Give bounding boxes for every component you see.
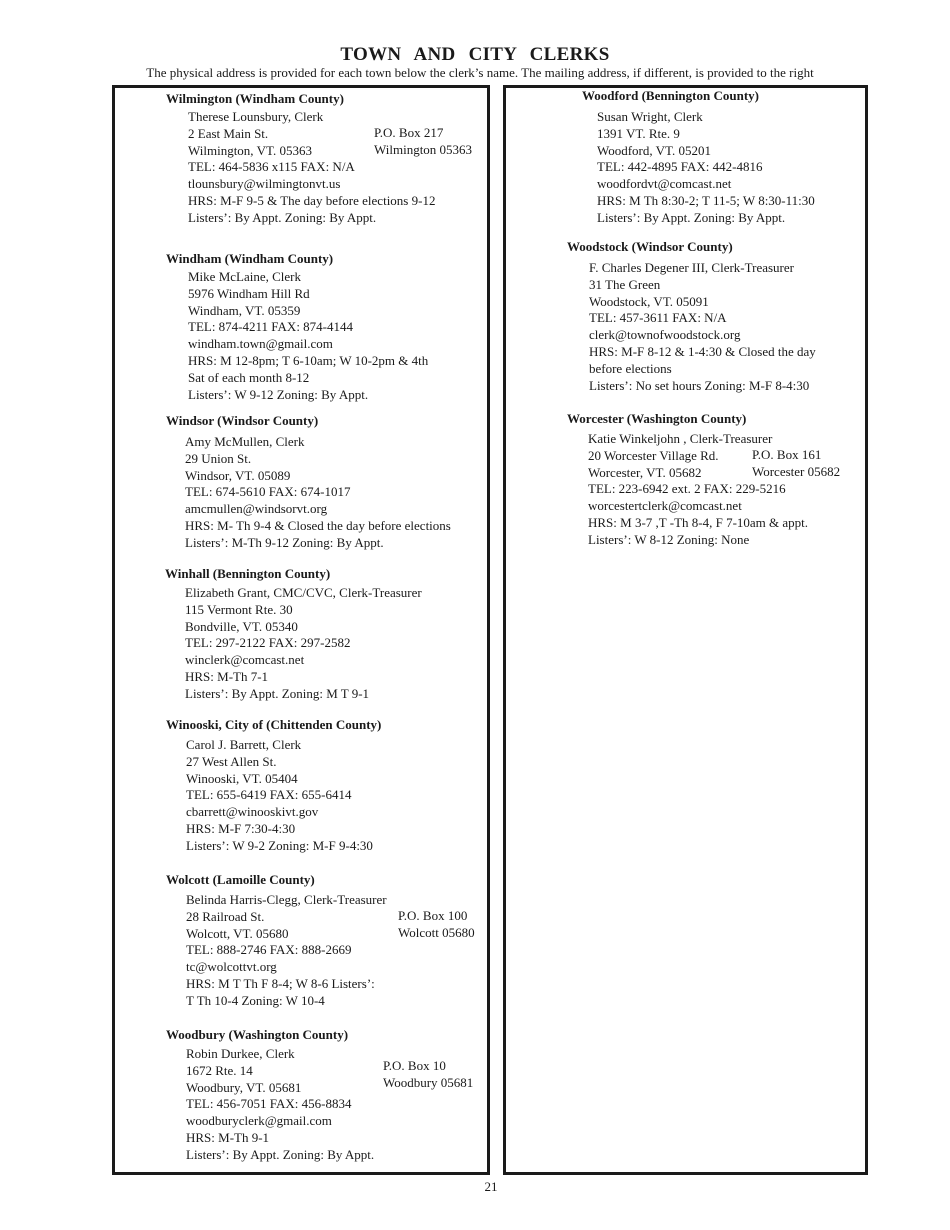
mailing-address-woodbury-washington-county [383, 1058, 473, 1092]
page-subtitle: The physical address is provided for each town below the clerk’s name. The mailing address, if different, is provided to the right [146, 65, 814, 80]
detail-line: Susan Wright, Clerk [597, 109, 703, 124]
mailing-line: Woodbury 05681 [383, 1074, 474, 1090]
detail-line: Listers’: M-Th 9-12 Zoning: By Appt. [185, 534, 384, 550]
clerk-details-winooski-city-of-chittenden-county [186, 737, 373, 855]
detail-line: Listers’: By Appt. Zoning: By Appt. [188, 209, 377, 225]
page-number: 21 [484, 1179, 498, 1194]
mailing-line: Wilmington 05363 [374, 141, 473, 157]
detail-line: HRS: M-F 8-12 & 1-4:30 & Closed the day [589, 343, 816, 359]
mailing-address-worcester-washington-county [752, 447, 840, 481]
detail-line: HRS: M Th 8:30-2; T 11-5; W 8:30-11:30 [597, 192, 815, 208]
detail-line: tlounsbury@wilmingtonvt.us [188, 176, 341, 192]
detail-line: TEL: 655-6419 FAX: 655-6414 [186, 787, 352, 803]
detail-line: 27 West Allen St. [186, 753, 277, 769]
clerk-details-windham-windham-county [188, 269, 428, 403]
detail-line: HRS: M-Th 9-1 [186, 1129, 270, 1145]
detail-line: 28 Railroad St. [186, 908, 265, 924]
detail-line: Mike McLaine, Clerk [188, 269, 301, 284]
detail-line: TEL: 457-3611 FAX: N/A [589, 310, 727, 326]
detail-line: 2 East Main St. [188, 125, 269, 141]
detail-line: TEL: 456-7051 FAX: 456-8834 [186, 1096, 352, 1112]
town-heading-wilmington-windham-county: Wilmington (Windham County) [166, 91, 344, 106]
detail-line: Katie Winkeljohn , Clerk-Treasurer [588, 431, 773, 446]
town-heading-windham-windham-county: Windham (Windham County) [166, 251, 334, 266]
town-heading-windsor-windsor-county: Windsor (Windsor County) [166, 413, 319, 428]
detail-line: Listers’: By Appt. Zoning: By Appt. [597, 209, 786, 225]
detail-line: Listers’: By Appt. Zoning: By Appt. [186, 1146, 375, 1162]
detail-line: F. Charles Degener III, Clerk-Treasurer [589, 260, 794, 275]
town-heading-worcester-washington-county: Worcester (Washington County) [567, 411, 747, 426]
town-heading-woodbury-washington-county: Woodbury (Washington County) [166, 1027, 349, 1042]
detail-line: clerk@townofwoodstock.org [589, 327, 741, 343]
detail-line: Worcester, VT. 05682 [588, 464, 702, 480]
detail-line: Amy McMullen, Clerk [185, 434, 305, 449]
town-heading-winhall-bennington-county: Winhall (Bennington County) [165, 566, 331, 581]
detail-line: TEL: 674-5610 FAX: 674-1017 [185, 484, 351, 500]
clerk-details-woodford-bennington-county [597, 109, 815, 227]
detail-line: Listers’: By Appt. Zoning: M T 9-1 [185, 685, 370, 701]
detail-line: TEL: 223-6942 ext. 2 FAX: 229-5216 [588, 481, 786, 497]
detail-line: Elizabeth Grant, CMC/CVC, Clerk-Treasurer [185, 585, 422, 600]
detail-line: worcestertclerk@comcast.net [588, 498, 742, 514]
detail-line: Robin Durkee, Clerk [186, 1046, 295, 1061]
detail-line: Sat of each month 8-12 [188, 369, 310, 385]
clerk-details-wolcott-lamoille-county [186, 892, 387, 1010]
detail-line: 20 Worcester Village Rd. [588, 447, 719, 463]
detail-line: 1391 VT. Rte. 9 [597, 125, 680, 141]
town-heading-winooski-city-of-chittenden-county: Winooski, City of (Chittenden County) [166, 717, 382, 732]
detail-line: Listers’: No set hours Zoning: M-F 8-4:30 [589, 377, 810, 393]
detail-line: woodfordvt@comcast.net [597, 176, 732, 192]
detail-line: Woodford, VT. 05201 [597, 142, 712, 158]
detail-line: tc@wolcottvt.org [186, 959, 277, 975]
detail-line: Listers’: W 8-12 Zoning: None [588, 531, 750, 547]
detail-line: TEL: 874-4211 FAX: 874-4144 [188, 319, 354, 335]
detail-line: Wilmington, VT. 05363 [188, 142, 312, 158]
detail-line: HRS: M-Th 7-1 [185, 668, 269, 684]
detail-line: Wolcott, VT. 05680 [186, 925, 289, 941]
mailing-line: Worcester 05682 [752, 463, 841, 479]
detail-line: T Th 10-4 Zoning: W 10-4 [186, 992, 325, 1008]
detail-line: HRS: M 12-8pm; T 6-10am; W 10-2pm & 4th [188, 352, 429, 368]
detail-line: 1672 Rte. 14 [186, 1062, 253, 1078]
mailing-line: P.O. Box 10 [383, 1058, 446, 1073]
detail-line: Carol J. Barrett, Clerk [186, 737, 302, 752]
clerk-details-windsor-windsor-county [185, 434, 451, 552]
detail-line: winclerk@comcast.net [185, 652, 305, 668]
detail-line: Windham, VT. 05359 [188, 302, 301, 318]
detail-line: Belinda Harris-Clegg, Clerk-Treasurer [186, 892, 387, 907]
mailing-line: P.O. Box 161 [752, 447, 822, 462]
detail-line: 115 Vermont Rte. 30 [185, 601, 293, 617]
detail-line: Bondville, VT. 05340 [185, 618, 298, 634]
detail-line: Listers’: W 9-2 Zoning: M-F 9-4:30 [186, 837, 373, 853]
mailing-line: P.O. Box 217 [374, 125, 444, 140]
clerk-details-winhall-bennington-county [185, 585, 422, 703]
detail-line: Woodstock, VT. 05091 [589, 293, 709, 309]
detail-line: Listers’: W 9-12 Zoning: By Appt. [188, 386, 369, 402]
detail-line: Therese Lounsbury, Clerk [188, 109, 324, 124]
detail-line: woodburyclerk@gmail.com [186, 1113, 332, 1129]
detail-line: windham.town@gmail.com [188, 336, 333, 352]
mailing-line: P.O. Box 100 [398, 908, 468, 923]
detail-line: HRS: M- Th 9-4 & Closed the day before elections [185, 517, 451, 533]
detail-line: TEL: 464-5836 x115 FAX: N/A [188, 159, 355, 175]
detail-line: Windsor, VT. 05089 [185, 467, 291, 483]
page-title: TOWN AND CITY CLERKS [340, 44, 610, 65]
detail-line: before elections [589, 360, 672, 376]
clerk-details-woodstock-windsor-county [589, 260, 816, 394]
detail-line: 29 Union St. [185, 450, 252, 466]
detail-line: Winooski, VT. 05404 [186, 770, 298, 786]
detail-line: amcmullen@windsorvt.org [185, 501, 328, 517]
detail-line: TEL: 888-2746 FAX: 888-2669 [186, 942, 352, 958]
detail-line: TEL: 297-2122 FAX: 297-2582 [185, 635, 351, 651]
detail-line: HRS: M-F 9-5 & The day before elections 9-12 [188, 192, 436, 208]
town-heading-woodstock-windsor-county: Woodstock (Windsor County) [567, 239, 733, 254]
detail-line: HRS: M T Th F 8-4; W 8-6 Listers’: [186, 975, 375, 991]
detail-line: TEL: 442-4895 FAX: 442-4816 [597, 159, 763, 175]
detail-line: HRS: M 3-7 ,T -Th 8-4, F 7-10am & appt. [588, 514, 809, 530]
town-heading-woodford-bennington-county: Woodford (Bennington County) [582, 88, 759, 103]
mailing-line: Wolcott 05680 [398, 924, 475, 940]
mailing-address-wilmington-windham-county [374, 125, 472, 159]
town-heading-wolcott-lamoille-county: Wolcott (Lamoille County) [166, 872, 315, 887]
detail-line: cbarrett@winooskivt.gov [186, 804, 319, 820]
detail-line: Woodbury, VT. 05681 [186, 1079, 302, 1095]
detail-line: 5976 Windham Hill Rd [188, 285, 310, 301]
mailing-address-wolcott-lamoille-county [398, 908, 475, 942]
detail-line: HRS: M-F 7:30-4:30 [186, 820, 296, 836]
detail-line: 31 The Green [589, 276, 661, 292]
clerk-details-woodbury-washington-county [186, 1046, 374, 1164]
